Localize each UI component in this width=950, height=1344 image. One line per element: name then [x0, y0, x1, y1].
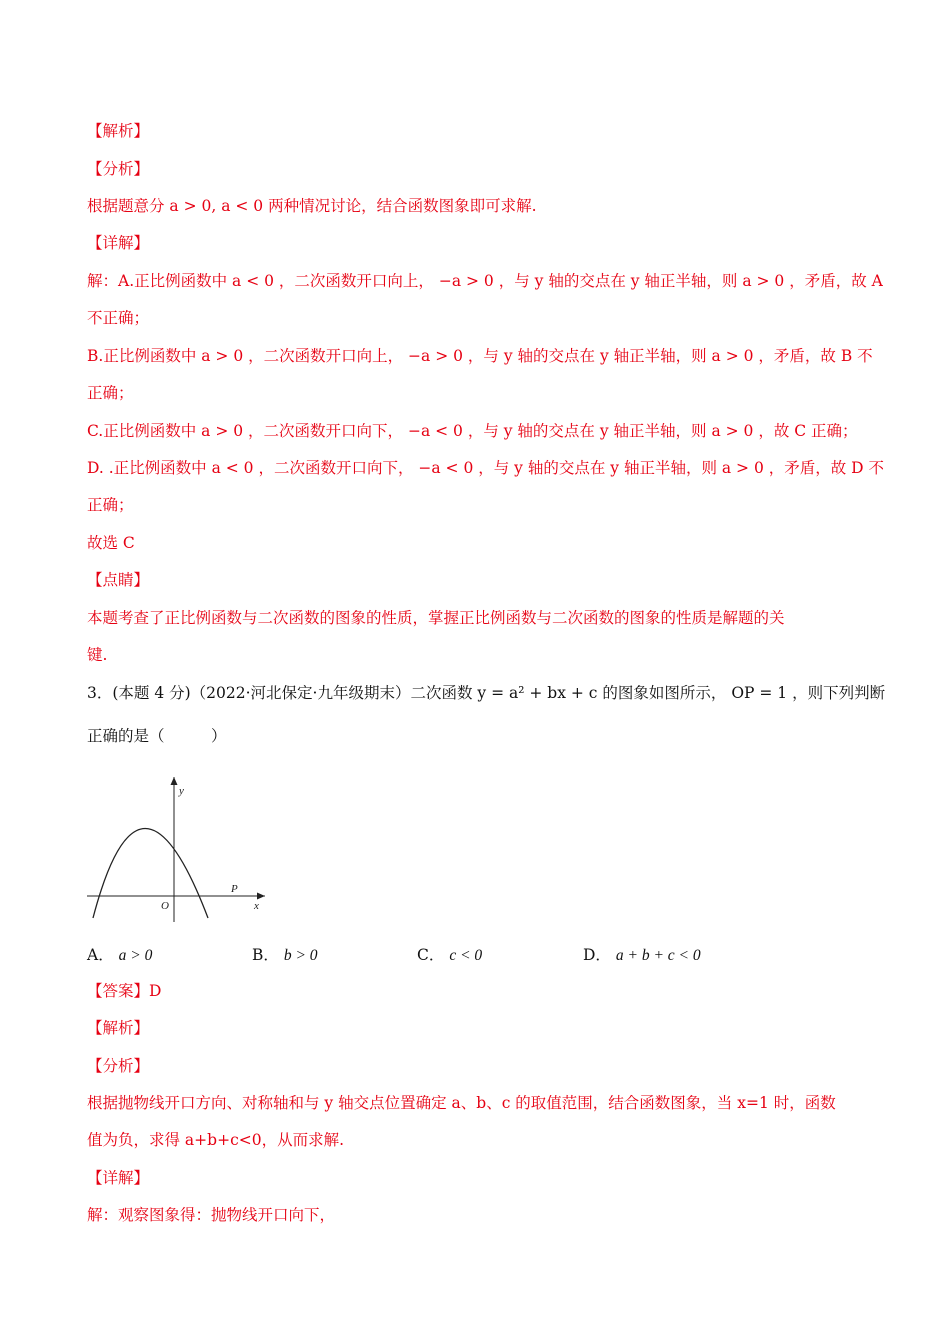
- q2-option-b-line1: B.正比例函数中 a > 0 ，二次函数开口向上， −a > 0 ，与 y 轴的交点在 y 轴正半轴，则 a > 0 ，矛盾，故 B 不: [87, 347, 873, 365]
- q3-parabola-figure: [85, 772, 270, 924]
- q3-xiangjie-line1: 解：观察图象得：抛物线开口向下，: [87, 1206, 336, 1224]
- q3-fenxi-line2: 值为负，求得 a+b+c<0，从而求解.: [87, 1131, 345, 1149]
- q2-option-b-line2: 正确；: [87, 384, 134, 402]
- q2-fenxi-text: 根据题意分 a > 0, a < 0 两种情况讨论，结合函数图象即可求解.: [87, 197, 537, 215]
- q3-choice-b-expr: b > 0: [283, 947, 318, 964]
- q3-choice-c-label: C．: [417, 946, 445, 964]
- q2-dianjing-line1: 本题考查了正比例函数与二次函数的图象的性质，掌握正比例函数与二次函数的图象的性质是解题的关: [87, 609, 785, 627]
- q2-xiangjie-heading: 【详解】: [87, 234, 150, 252]
- q2-jiexi-heading: 【解析】: [87, 122, 150, 140]
- q3-stem-line2: 正确的是（ ）: [87, 727, 227, 745]
- q3-choices: [87, 943, 867, 965]
- origin-label: O: [161, 900, 169, 912]
- q3-fenxi-heading: 【分析】: [87, 1057, 150, 1075]
- parabola-curve: [93, 829, 208, 919]
- q2-fenxi-heading: 【分析】: [87, 160, 150, 178]
- q2-dianjing-line2: 键.: [87, 646, 108, 664]
- q3-choice-c-expr: c < 0: [449, 947, 483, 964]
- q2-conclusion: 故选 C: [87, 534, 135, 552]
- point-p-label: P: [231, 883, 238, 895]
- y-axis-label: y: [179, 785, 184, 797]
- q3-answer: 【答案】D: [87, 982, 162, 1000]
- q3-stem-line1: 3．(本题 4 分)（2022·河北保定·九年级期末）二次函数 y = a² + bx + c 的图象如图所示， OP = 1 ，则下列判断: [87, 684, 886, 702]
- q2-option-a-line1: 解：A.正比例函数中 a < 0 ，二次函数开口向上， −a > 0 ，与 y 轴的交点在 y 轴正半轴，则 a > 0 ，矛盾，故 A: [87, 272, 883, 290]
- q3-choice-c[interactable]: [417, 943, 482, 965]
- q3-choice-a-expr: a > 0: [118, 947, 153, 964]
- q3-choice-d[interactable]: [583, 943, 701, 965]
- q3-choice-d-label: D．: [583, 946, 611, 964]
- q3-choice-a[interactable]: [87, 943, 152, 965]
- q3-choice-a-label: A．: [87, 946, 114, 964]
- q3-choice-b[interactable]: [252, 943, 318, 965]
- q2-dianjing-heading: 【点睛】: [87, 571, 150, 589]
- x-axis-arrow: [257, 893, 265, 900]
- q3-xiangjie-heading: 【详解】: [87, 1169, 150, 1187]
- q3-choice-b-label: B．: [252, 946, 279, 964]
- x-axis-label: x: [254, 900, 259, 912]
- y-axis-arrow: [171, 777, 178, 785]
- q2-option-d-line1: D. .正比例函数中 a < 0 ，二次函数开口向下， −a < 0 ，与 y 轴的交点在 y 轴正半轴，则 a > 0 ，矛盾，故 D 不: [87, 459, 885, 477]
- q3-fenxi-line1: 根据抛物线开口方向、对称轴和与 y 轴交点位置确定 a、b、c 的取值范围，结合函数图象，当 x=1 时，函数: [87, 1094, 836, 1112]
- q3-jiexi-heading: 【解析】: [87, 1019, 150, 1037]
- q3-choice-d-expr: a + b + c < 0: [615, 947, 701, 964]
- q2-option-d-line2: 正确；: [87, 496, 134, 514]
- q2-option-c-line1: C.正比例函数中 a > 0 ，二次函数开口向下， −a < 0 ，与 y 轴的交点在 y 轴正半轴，则 a > 0 ，故 C 正确；: [87, 422, 858, 440]
- q2-option-a-line2: 不正确；: [87, 309, 150, 327]
